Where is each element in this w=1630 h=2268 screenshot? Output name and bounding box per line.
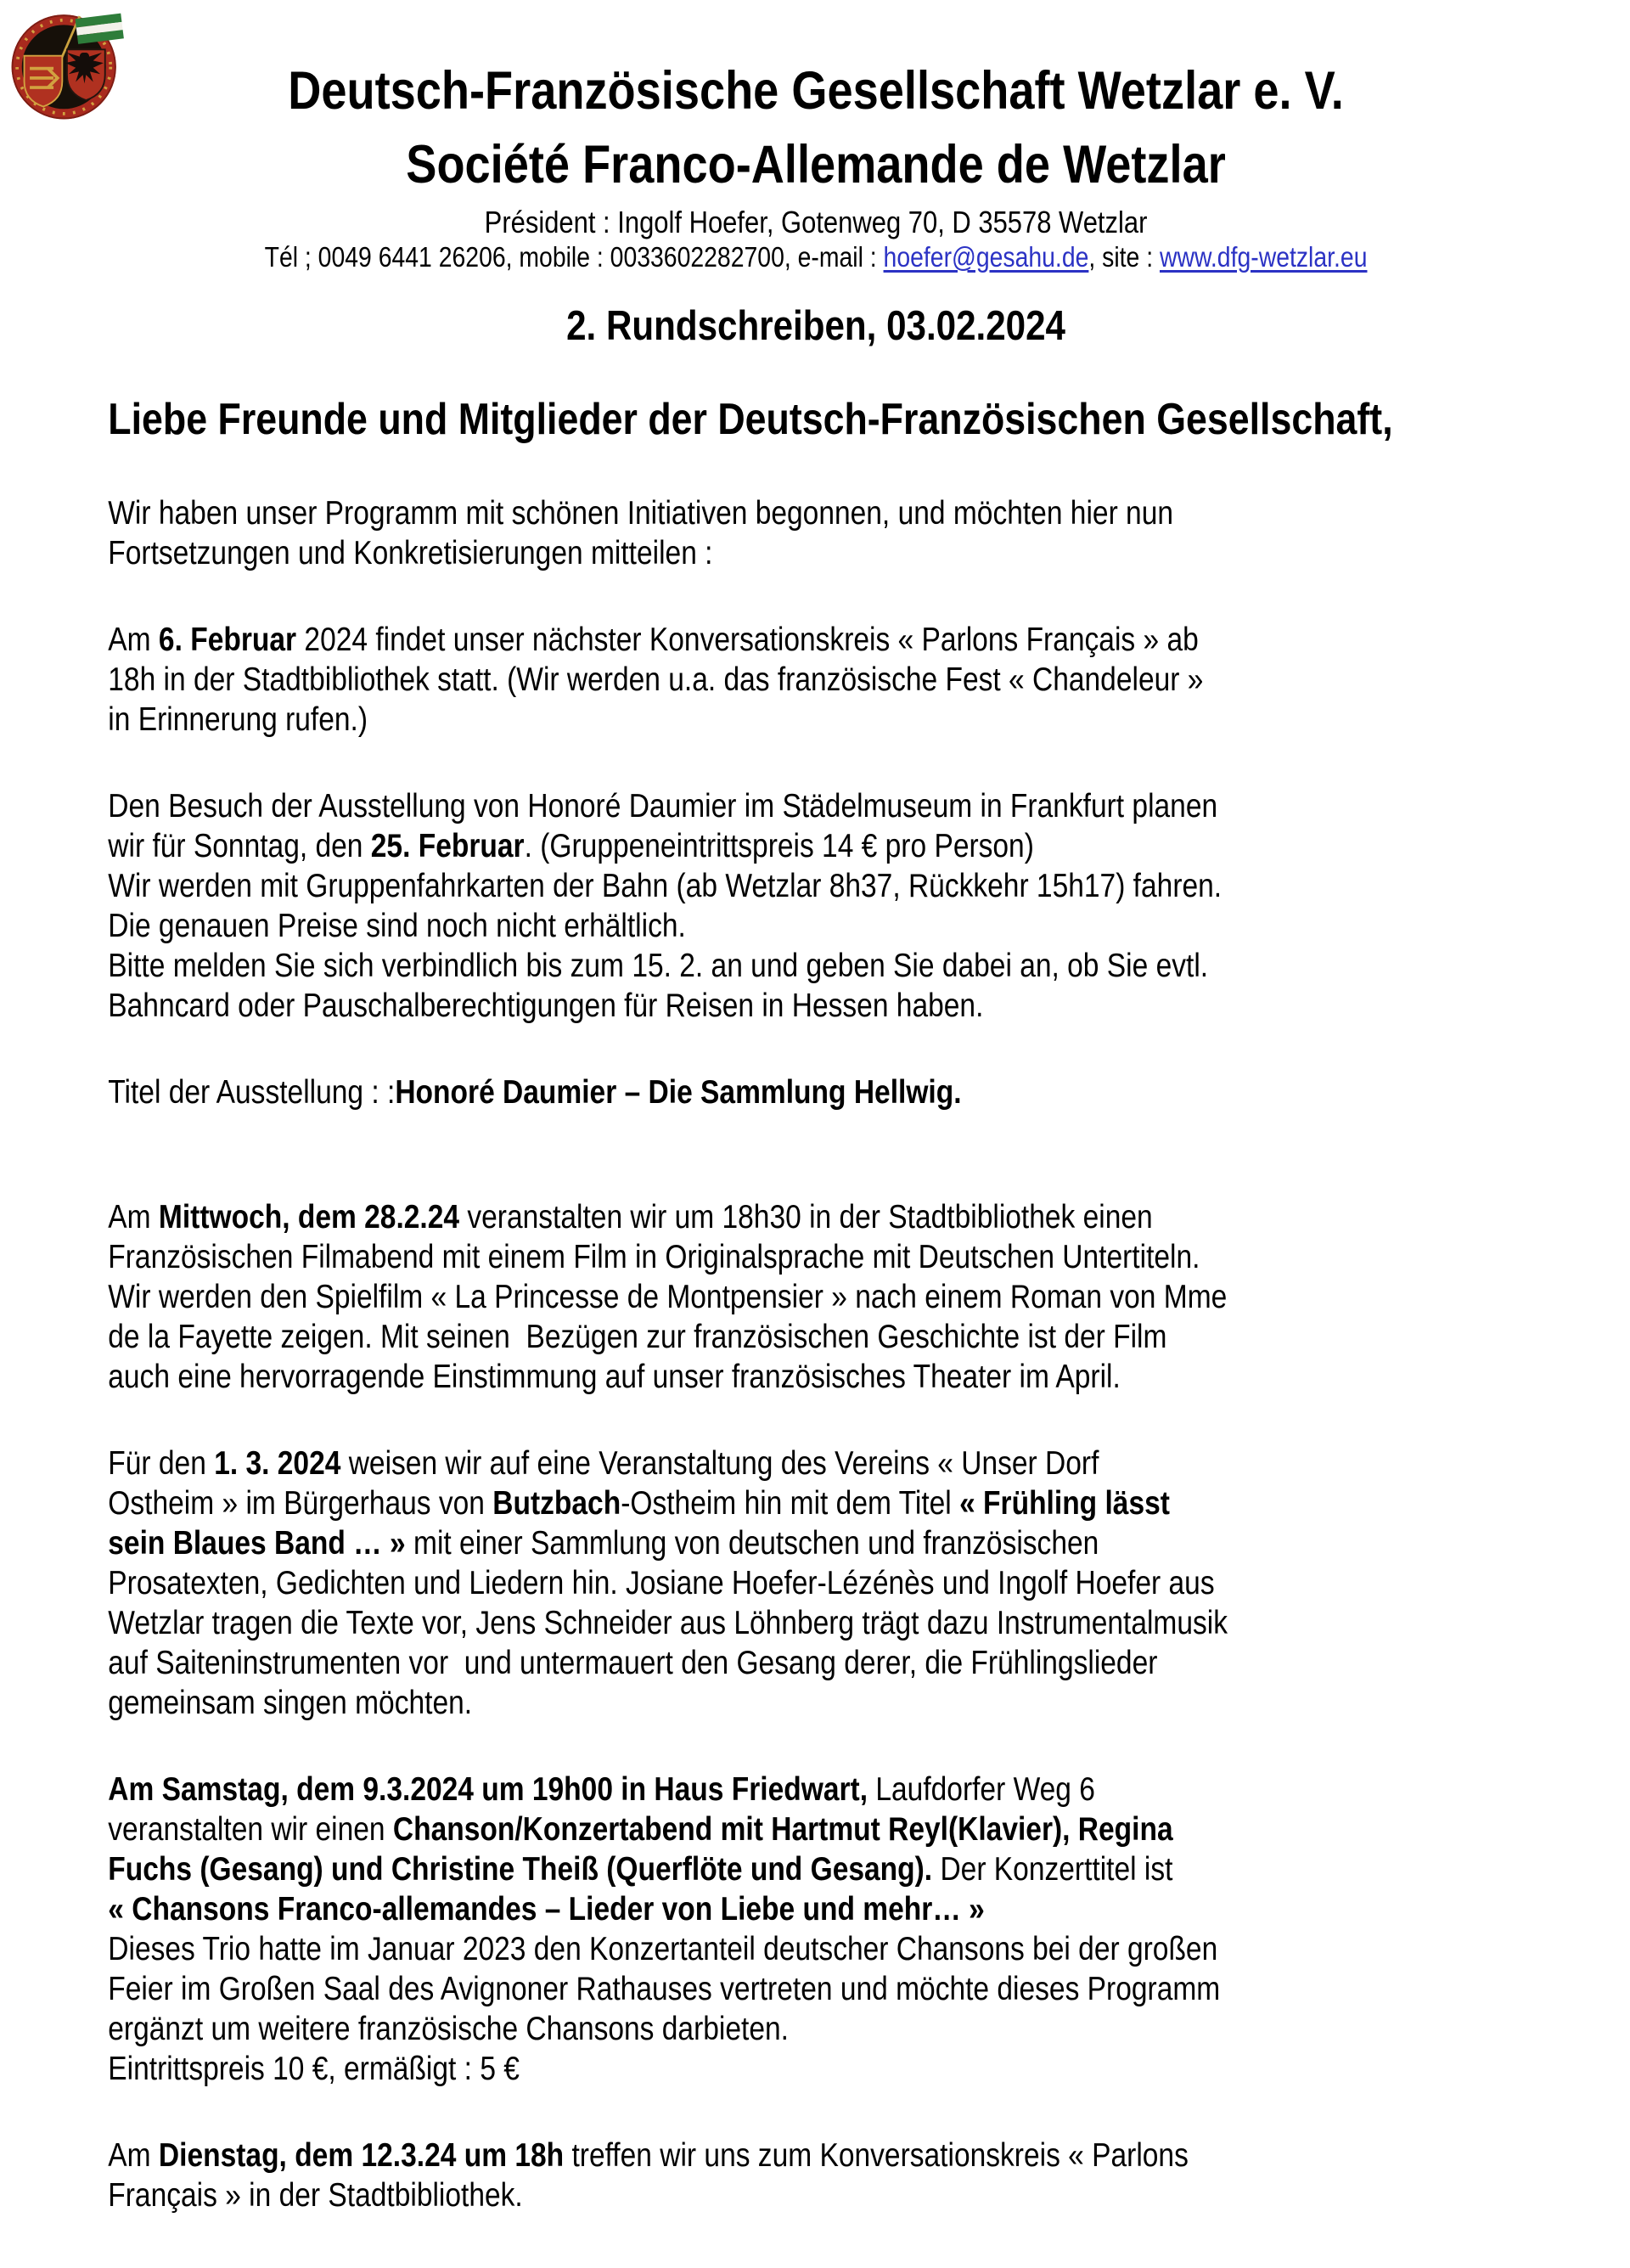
text-run: Den Besuch der Ausstellung von Honoré Daumier im Städelmuseum in Frankfurt planen <box>108 788 1218 824</box>
text-line <box>108 1889 1524 1929</box>
text-line <box>108 660 1524 700</box>
text-run-bold: sein Blaues Band … » <box>108 1525 406 1562</box>
text-run: treffen wir uns zum Konversationskreis « Parlons <box>564 2137 1189 2174</box>
club-logo-svg <box>7 5 126 124</box>
text-line <box>108 2049 1524 2089</box>
text-run-bold: Am Samstag, dem 9.3.2024 um 19h00 in Haus Friedwart, <box>108 1771 868 1808</box>
text-run: 18h in der Stadtbibliothek statt. (Wir werden u.a. das französische Fest « Chandeleur » <box>108 661 1204 698</box>
text-line <box>108 1683 1524 1723</box>
text-line <box>108 2175 1524 2215</box>
contact-line <box>108 241 1524 273</box>
text-line <box>108 1809 1524 1849</box>
text-run: . (Gruppeneintrittspreis 14 € pro Person) <box>524 828 1034 864</box>
website-link[interactable]: www.dfg-wetzlar.eu <box>1159 241 1368 273</box>
text-line <box>108 1277 1524 1317</box>
contact-site-separator: , site : <box>1088 241 1160 273</box>
text-run-bold: « Frühling lässt <box>959 1485 1170 1522</box>
text-line <box>108 1483 1524 1523</box>
president-line: Président : Ingolf Hoefer, Gotenweg 70, D 35578 Wetzlar <box>484 205 1148 239</box>
text-line <box>108 1969 1524 2009</box>
letterhead <box>108 59 1524 273</box>
text-line <box>108 700 1524 740</box>
text-run: -Ostheim hin mit dem Titel <box>621 1485 960 1522</box>
text-run: Français » in der Stadtbibliothek. <box>108 2177 523 2214</box>
text-run: Titel der Ausstellung : : <box>108 1074 396 1111</box>
text-run: Fortsetzungen und Konkretisierungen mitteilen : <box>108 535 713 571</box>
text-run: veranstalten wir einen <box>108 1811 393 1848</box>
paragraph <box>108 2136 1524 2215</box>
text-run-bold: 25. Februar <box>370 828 525 864</box>
paragraph <box>108 1072 1524 1112</box>
text-run: Ostheim » im Bürgerhaus von <box>108 1485 493 1522</box>
text-run: Die genauen Preise sind noch nicht erhältlich. <box>108 908 686 944</box>
text-line <box>108 2136 1524 2175</box>
text-line <box>108 493 1524 533</box>
text-run: Wir werden den Spielfilm « La Princesse de Montpensier » nach einem Roman von Mme <box>108 1279 1228 1315</box>
text-run: Wir haben unser Programm mit schönen Initiativen begonnen, und möchten hier nun <box>108 495 1174 532</box>
text-run: wir für Sonntag, den <box>108 828 371 864</box>
text-run-bold: Mittwoch, dem 28.2.24 <box>158 1199 460 1235</box>
text-run: in Erinnerung rufen.) <box>108 701 368 738</box>
text-line <box>108 866 1524 906</box>
text-run: Laufdorfer Weg 6 <box>868 1771 1095 1808</box>
letter-body <box>108 493 1524 2215</box>
text-run: Bahncard oder Pauschalberechtigungen für Reisen in Hessen haben. <box>108 988 984 1024</box>
text-line <box>108 1072 1524 1112</box>
text-run-bold: Butzbach <box>492 1485 621 1522</box>
text-run-bold: Chanson/Konzertabend mit Hartmut Reyl(Klavier), Regina <box>392 1811 1173 1848</box>
text-line <box>108 620 1524 660</box>
text-run: weisen wir auf eine Veranstaltung des Vereins « Unser Dorf <box>340 1445 1099 1482</box>
text-run: 2024 findet unser nächster Konversationskreis « Parlons Français » ab <box>296 622 1199 658</box>
text-run: de la Fayette zeigen. Mit seinen Bezügen zur französischen Geschichte ist der Film <box>108 1319 1167 1355</box>
text-line <box>108 1643 1524 1683</box>
text-run-bold: « Chansons Franco-allemandes – Lieder von Liebe und mehr… » <box>108 1891 985 1928</box>
text-line <box>108 1563 1524 1603</box>
text-run: auch eine hervorragende Einstimmung auf unser französisches Theater im April. <box>108 1359 1121 1395</box>
text-run: mit einer Sammlung von deutschen und französischen <box>405 1525 1099 1562</box>
text-run: Wetzlar tragen die Texte vor, Jens Schneider aus Löhnberg trägt dazu Instrumentalmusik <box>108 1605 1228 1641</box>
salutation: Liebe Freunde und Mitglieder der Deutsch-Französischen Gesellschaft, <box>108 395 1393 444</box>
text-run: Dieses Trio hatte im Januar 2023 den Konzertanteil deutscher Chansons bei der großen <box>108 1931 1218 1967</box>
text-run-bold: 1. 3. 2024 <box>214 1445 341 1482</box>
text-run: gemeinsam singen möchten. <box>108 1685 473 1721</box>
circular-heading: 2. Rundschreiben, 03.02.2024 <box>566 303 1065 349</box>
text-line <box>108 906 1524 946</box>
text-run: veranstalten wir um 18h30 in der Stadtbibliothek einen <box>459 1199 1153 1235</box>
text-run-bold: Fuchs (Gesang) und Christine Theiß (Querflöte und Gesang). <box>108 1851 933 1888</box>
text-run-bold: Dienstag, dem 12.3.24 um 18h <box>158 2137 565 2174</box>
org-title-german: Deutsch-Französische Gesellschaft Wetzlar e. V. <box>288 61 1344 121</box>
text-run: Am <box>108 2137 159 2174</box>
text-line <box>108 1523 1524 1563</box>
text-line <box>108 533 1524 573</box>
text-run: Feier im Großen Saal des Avignoner Rathauses vertreten und möchte dieses Programm <box>108 1971 1221 2007</box>
paragraph <box>108 1770 1524 2089</box>
paragraph <box>108 620 1524 740</box>
text-run: Französischen Filmabend mit einem Film in Originalsprache mit Deutschen Untertiteln. <box>108 1239 1200 1275</box>
text-line <box>108 1603 1524 1643</box>
club-logo-icon <box>7 5 126 124</box>
text-run-bold: 6. Februar <box>158 622 297 658</box>
paragraph <box>108 493 1524 573</box>
text-run: Eintrittspreis 10 €, ermäßigt : 5 € <box>108 2051 520 2087</box>
text-run: Für den <box>108 1445 215 1482</box>
text-line <box>108 2009 1524 2049</box>
text-line <box>108 1237 1524 1277</box>
text-run: auf Saiteninstrumenten vor und untermauert den Gesang derer, die Frühlingslieder <box>108 1645 1158 1681</box>
contact-prefix: Tél ; 0049 6441 26206, mobile : 0033602282700, e-mail : <box>264 241 884 273</box>
text-run: Am <box>108 1199 159 1235</box>
org-title-french: Société Franco-Allemande de Wetzlar <box>406 135 1226 194</box>
text-line <box>108 1197 1524 1237</box>
text-line <box>108 946 1524 986</box>
text-line <box>108 986 1524 1026</box>
text-run: Am <box>108 622 159 658</box>
text-line <box>108 1849 1524 1889</box>
text-run-bold: Honoré Daumier – Die Sammlung Hellwig. <box>395 1074 962 1111</box>
text-line <box>108 786 1524 826</box>
text-run: Wir werden mit Gruppenfahrkarten der Bahn (ab Wetzlar 8h37, Rückkehr 15h17) fahren. <box>108 868 1222 904</box>
text-run: Bitte melden Sie sich verbindlich bis zum 15. 2. an und geben Sie dabei an, ob Sie evtl. <box>108 948 1209 984</box>
text-line <box>108 826 1524 866</box>
email-link[interactable]: hoefer@gesahu.de <box>883 241 1089 273</box>
text-line <box>108 1444 1524 1483</box>
text-line <box>108 1317 1524 1357</box>
text-line <box>108 1770 1524 1809</box>
paragraph <box>108 786 1524 1026</box>
paragraph <box>108 1444 1524 1723</box>
paragraph <box>108 1197 1524 1397</box>
text-line <box>108 1929 1524 1969</box>
text-run: Prosatexten, Gedichten und Liedern hin. Josiane Hoefer-Lézénès und Ingolf Hoefer aus <box>108 1565 1215 1601</box>
text-run: Der Konzerttitel ist <box>932 1851 1173 1888</box>
text-line <box>108 1357 1524 1397</box>
text-run: ergänzt um weitere französische Chansons darbieten. <box>108 2011 789 2047</box>
